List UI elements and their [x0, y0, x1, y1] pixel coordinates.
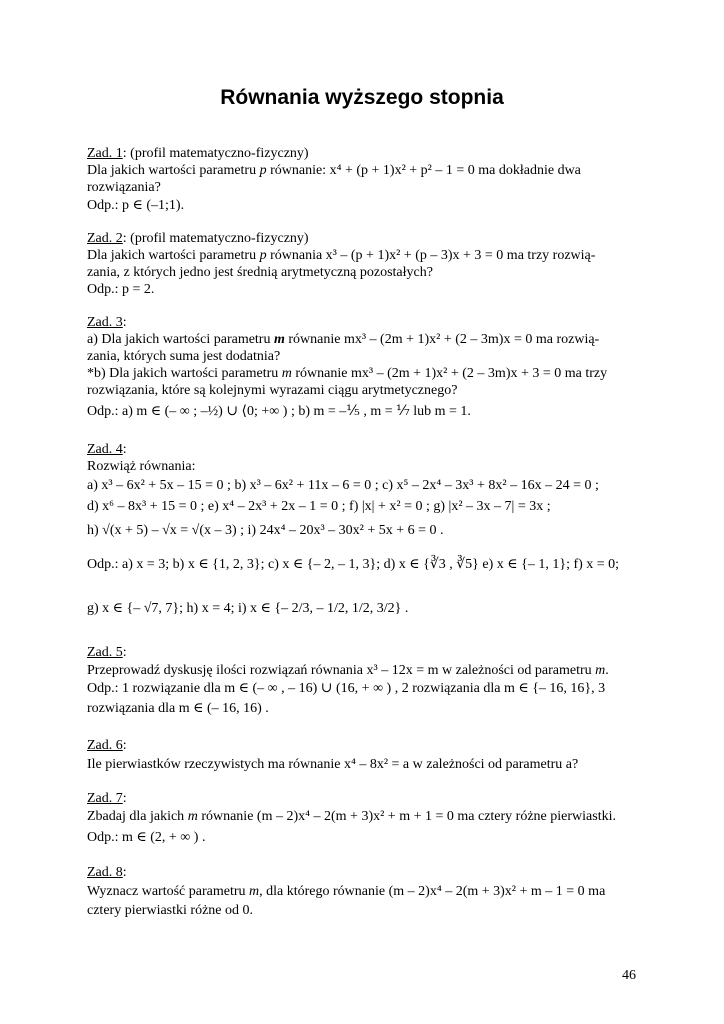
task-4-answer-line-2: g) x ∈ {– √7, 7}; h) x = 4; i) x ∈ {– 2/3, – 1/2, 1/2, 3/2} . — [87, 601, 409, 616]
task-2-question-line-1 — [87, 247, 595, 264]
task-1-question-line-1 — [87, 162, 581, 179]
task-1-answer: Odp.: p ∈ (–1;1). — [87, 198, 185, 213]
task-5-header: Zad. 5: — [87, 645, 127, 660]
task-8-label: Zad. 8 — [87, 865, 123, 880]
task-7-equation: równanie (m – 2)x⁴ – 2(m + 3)x² + m + 1 = 0 ma cztery różne pierwiastki. — [197, 809, 616, 824]
task-8-question-line-1 — [87, 883, 605, 900]
task-2-question-text: Dla jakich wartości parametru — [87, 248, 260, 263]
task-1-header — [87, 145, 309, 162]
task-7-question-text: Zbadaj dla jakich — [87, 809, 188, 824]
task-5-parameter: m — [595, 663, 606, 678]
task-8-question-line-2: cztery pierwiastki różne od 0. — [87, 903, 253, 918]
task-1-parameter: p — [259, 163, 267, 178]
task-1-question-line-2: rozwiązania? — [87, 180, 161, 195]
task-1-profile: : (profil matematyczno-fizyczny) — [122, 146, 309, 161]
task-2-equation: równania x³ – (p + 1)x² + (p – 3)x + 3 = 0 ma trzy rozwią- — [266, 248, 596, 263]
task-2-answer: Odp.: p = 2. — [87, 282, 155, 297]
task-8-header: Zad. 8: — [87, 865, 127, 880]
task-7-header: Zad. 7: — [87, 791, 127, 806]
task-3b-parameter: m — [281, 366, 292, 381]
task-4-equations-line-3: h) √(x + 5) – √x = √(x – 3) ; i) 24x⁴ – 20x³ – 30x² + 5x + 6 = 0 . — [87, 523, 444, 538]
task-3-answer: Odp.: a) m ∈ (– ∞ ; –½) ∪ ⟨0; +∞ ) ; b) m = –⅕ , m = ⅐ lub m = 1. — [87, 404, 471, 419]
task-3a-parameter: m — [273, 332, 285, 347]
task-2-header — [87, 230, 309, 247]
task-6-header: Zad. 6: — [87, 738, 127, 753]
task-1-question-text: Dla jakich wartości parametru — [87, 163, 260, 178]
task-2-parameter: p — [259, 248, 267, 263]
task-2-profile: : (profil matematyczno-fizyczny) — [122, 231, 309, 246]
task-3a-line-1 — [87, 331, 599, 348]
task-2-label: Zad. 2 — [87, 231, 123, 246]
task-3-label: Zad. 3 — [87, 315, 123, 330]
task-5-answer-line-1: Odp.: 1 rozwiązanie dla m ∈ (– ∞ , – 16) ∪ (16, + ∞ ) , 2 rozwiązania dla m ∈ {– 16, 16}, 3 — [87, 681, 606, 696]
task-5-question — [87, 662, 609, 679]
page-number: 46 — [622, 968, 636, 983]
task-6-question: Ile pierwiastków rzeczywistych ma równanie x⁴ – 8x² = a w zależności od parametru a? — [87, 757, 579, 772]
task-5-period: . — [605, 663, 609, 678]
task-5-label: Zad. 5 — [87, 645, 123, 660]
task-4-equations-line-1: a) x³ – 6x² + 5x – 15 = 0 ; b) x³ – 6x² + 11x – 6 = 0 ; c) x⁵ – 2x⁴ – 3x³ + 8x² – 16x – 24 = 0 ; — [87, 478, 599, 493]
task-4-label: Zad. 4 — [87, 442, 123, 457]
task-3-header: Zad. 3: — [87, 315, 127, 330]
task-3b-text: *b) Dla jakich wartości parametru — [87, 366, 282, 381]
task-5-answer-line-2: rozwiązania dla m ∈ (– 16, 16) . — [87, 701, 269, 716]
task-5-question-text: Przeprowadź dyskusję ilości rozwiązań równania x³ – 12x = m w zależności od parametru — [87, 663, 596, 678]
task-4-header: Zad. 4: — [87, 442, 127, 457]
task-3a-line-2: zania, których suma jest dodatnia? — [87, 349, 281, 364]
task-4-equations-line-2: d) x⁶ – 8x³ + 15 = 0 ; e) x⁴ – 2x³ + 2x – 1 = 0 ; f) |x| + x² = 0 ; g) |x² – 3x – 7| = 3x ; — [87, 499, 551, 514]
task-2-question-line-2: zania, z których jedno jest średnią arytmetyczną pozostałych? — [87, 265, 433, 280]
task-3b-line-2: rozwiązania, które są kolejnymi wyrazami ciągu arytmetycznego? — [87, 383, 458, 398]
task-4-answer-line-1: Odp.: a) x = 3; b) x ∈ {1, 2, 3}; c) x ∈ {– 2, – 1, 3}; d) x ∈ {∛3 , ∛5} e) x ∈ {– 1, 1}; f) x = 0; — [87, 557, 620, 572]
task-3b-equation: równanie mx³ – (2m + 1)x² + (2 – 3m)x + 3 = 0 ma trzy — [291, 366, 608, 381]
task-7-parameter: m — [187, 809, 198, 824]
page-title: Równania wyższego stopnia — [220, 86, 504, 109]
task-1-label: Zad. 1 — [87, 146, 123, 161]
task-7-label: Zad. 7 — [87, 791, 123, 806]
task-3a-equation: równanie mx³ – (2m + 1)x² + (2 – 3m)x = 0 ma rozwią- — [284, 332, 600, 347]
task-4-instruction: Rozwiąż równania: — [87, 459, 196, 474]
task-3b-line-1 — [87, 365, 607, 382]
task-7-question — [87, 808, 616, 825]
task-8-parameter: m — [249, 884, 260, 899]
task-1-equation: równanie: x⁴ + (p + 1)x² + p² – 1 = 0 ma dokładnie dwa — [266, 163, 581, 178]
task-7-answer: Odp.: m ∈ (2, + ∞ ) . — [87, 830, 206, 845]
task-3a-text: a) Dla jakich wartości parametru — [87, 332, 274, 347]
task-8-question-text: Wyznacz wartość parametru — [87, 884, 250, 899]
task-8-equation: , dla którego równanie (m – 2)x⁴ – 2(m + 3)x² + m – 1 = 0 ma — [259, 884, 606, 899]
task-6-label: Zad. 6 — [87, 738, 123, 753]
